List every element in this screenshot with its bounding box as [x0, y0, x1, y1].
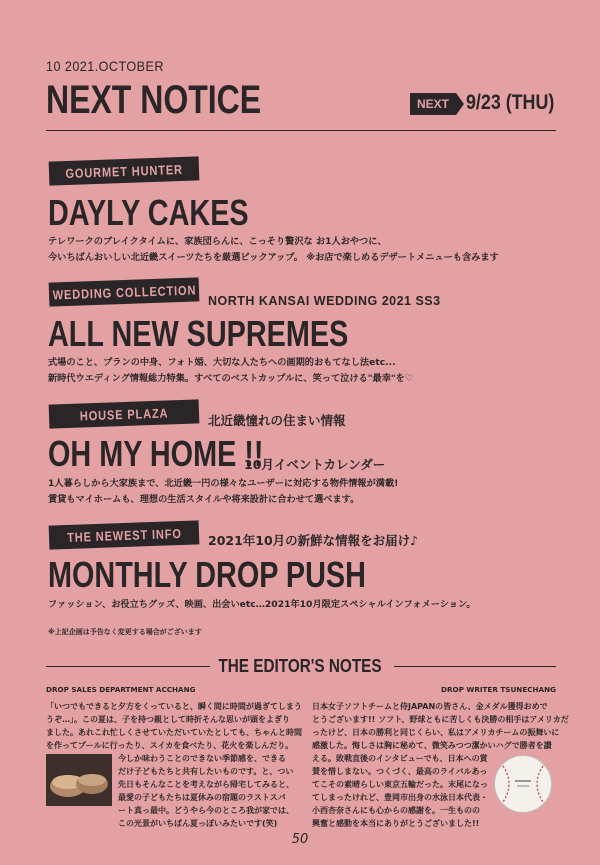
note-line: 感激した。悔しさは胸に秘めて、微笑みつつ潔かいハグで勝者を讃 [312, 741, 552, 750]
note-line: 先日もそんなことを考えながら帰宅してみると、 [118, 780, 294, 789]
editors-divider-right [394, 666, 556, 667]
section-desc-line: 新時代ウエディング情報総力特集。すべてのベストカップルに、笑って泣ける"最幸"を♡ [48, 373, 414, 384]
next-badge [410, 93, 456, 115]
section-desc-line: 今いちばんおいしい北近畿スイーツたちを厳選ピックアップ。 ※お店で楽しめるデザートメニューも含みます [48, 252, 499, 263]
note-line: この光景がいちばん夏っぽいみたいです(笑) [118, 819, 278, 828]
note-line: える。敗戦直後のインタビューでも、日本への賞 [312, 754, 488, 763]
section-subheading: 北近畿憧れの住まい情報 [208, 413, 346, 428]
section-heading-drop-push: MONTHLY DROP PUSH [48, 554, 366, 595]
issue-date: 10 2021.OCTOBER [46, 58, 164, 74]
section-desc-line: テレワークのブレイクタイムに、家族団らんに、こっそり贅沢な お1人おやつに、 [48, 236, 387, 247]
note-line: 今しか味わうことのできない季節感を、できる [118, 754, 286, 763]
header-divider [46, 130, 556, 131]
writer-right: DROP WRITER TSUNECHANG [441, 685, 556, 694]
section-desc-line: 賃貸もマイホームも、理想の生活スタイルや将来設計に合わせて選べます。 [48, 494, 360, 505]
note-line: とうございます!! ソフト、野球ともに苦しくも決勝の相手はアメリカだ [312, 715, 569, 724]
section-tag-newest: THE NEWEST INFO [49, 520, 200, 549]
section-aside: 10月イベントカレンダー [244, 457, 386, 472]
next-issue-date: 9/23 (THU) [466, 91, 555, 114]
section-subheading: NORTH KANSAI WEDDING 2021 SS3 [208, 294, 441, 308]
note-line: を作ってプールに行ったり、スイカを食べたり、花火を楽しんだり。 [46, 741, 294, 750]
editors-title: THE EDITOR'S NOTES [218, 656, 382, 676]
writer-left: DROP SALES DEPARTMENT ACCHANG [46, 685, 196, 694]
note-line: うぞ…」。この夏は、子を持つ親として時折そんな思いが頭をよぎり [46, 715, 290, 724]
baseball-photo [494, 755, 552, 813]
note-line: 小西杏奈さんにも心からの感謝を。一生ものの [312, 806, 480, 815]
page-number: 50 [291, 832, 309, 847]
next-label: NEXT [416, 97, 449, 111]
note-line: 日本女子ソフトチームと侍JAPANの皆さん、金メダル獲得おめで [312, 702, 548, 711]
section-subheading: 2021年10月の新鮮な情報をお届け♪ [208, 533, 419, 548]
note-line: ったけど、日本の勝利と同じくらい、私はアメリカチームの振舞いに [312, 728, 560, 737]
note-line: 「いつでもできると夕方をくっていると、瞬く間に時間が過ぎてしまう [46, 702, 302, 711]
page-title: NEXT NOTICE [46, 78, 262, 122]
section-tag-house: HOUSE PLAZA [49, 399, 200, 428]
note-line: 賛を惜しまない。つくづく、最高のライバルあっ [312, 767, 488, 776]
section-desc-line: 1人暮らしから大家族まで、北近畿一円の様々なユーザーに対応する物件情報が満載! [48, 478, 399, 489]
note-line: 最愛の子どもたちは夏休みの宿題のラストスパ [118, 793, 286, 802]
cake-photo [46, 754, 112, 806]
note-line: ート真っ最中。どうやら今のところ我が家では、 [118, 806, 294, 815]
section-heading-supremes: ALL NEW SUPREMES [48, 313, 349, 354]
section-tag-gourmet: GOURMET HUNTER [49, 156, 200, 185]
note-line: ました。あれこれ忙しくさせていただいていたとしても、ちゃんと時間 [46, 728, 302, 737]
section-desc-line: 式場のこと、プランの中身、フォト婚、大切な人たちへの画期的おもてなし法etc... [48, 357, 396, 368]
section-heading-dayly-cakes: DAYLY CAKES [48, 192, 249, 233]
note-line: てしまったけれど、豊岡市出身の水泳日本代表・ [312, 793, 488, 802]
section-desc-line: ファッション、お役立ちグッズ、映画、出会いetc…2021年10月限定スペシャルインフォメーション。 [48, 599, 476, 610]
note-line: だけ子どもたちと共有したいものです。と、つい [118, 767, 294, 776]
note-line: 興奮と感動を本当にありがとうございました!! [312, 819, 480, 828]
section-tag-wedding: WEDDING COLLECTION [49, 277, 200, 306]
change-notice: ※上記企画は予告なく変更する場合がございます [48, 628, 202, 636]
section-heading-home: OH MY HOME !! [48, 433, 264, 474]
note-line: てこその素晴らしい東京五輪だった。末尾になっ [312, 780, 488, 789]
